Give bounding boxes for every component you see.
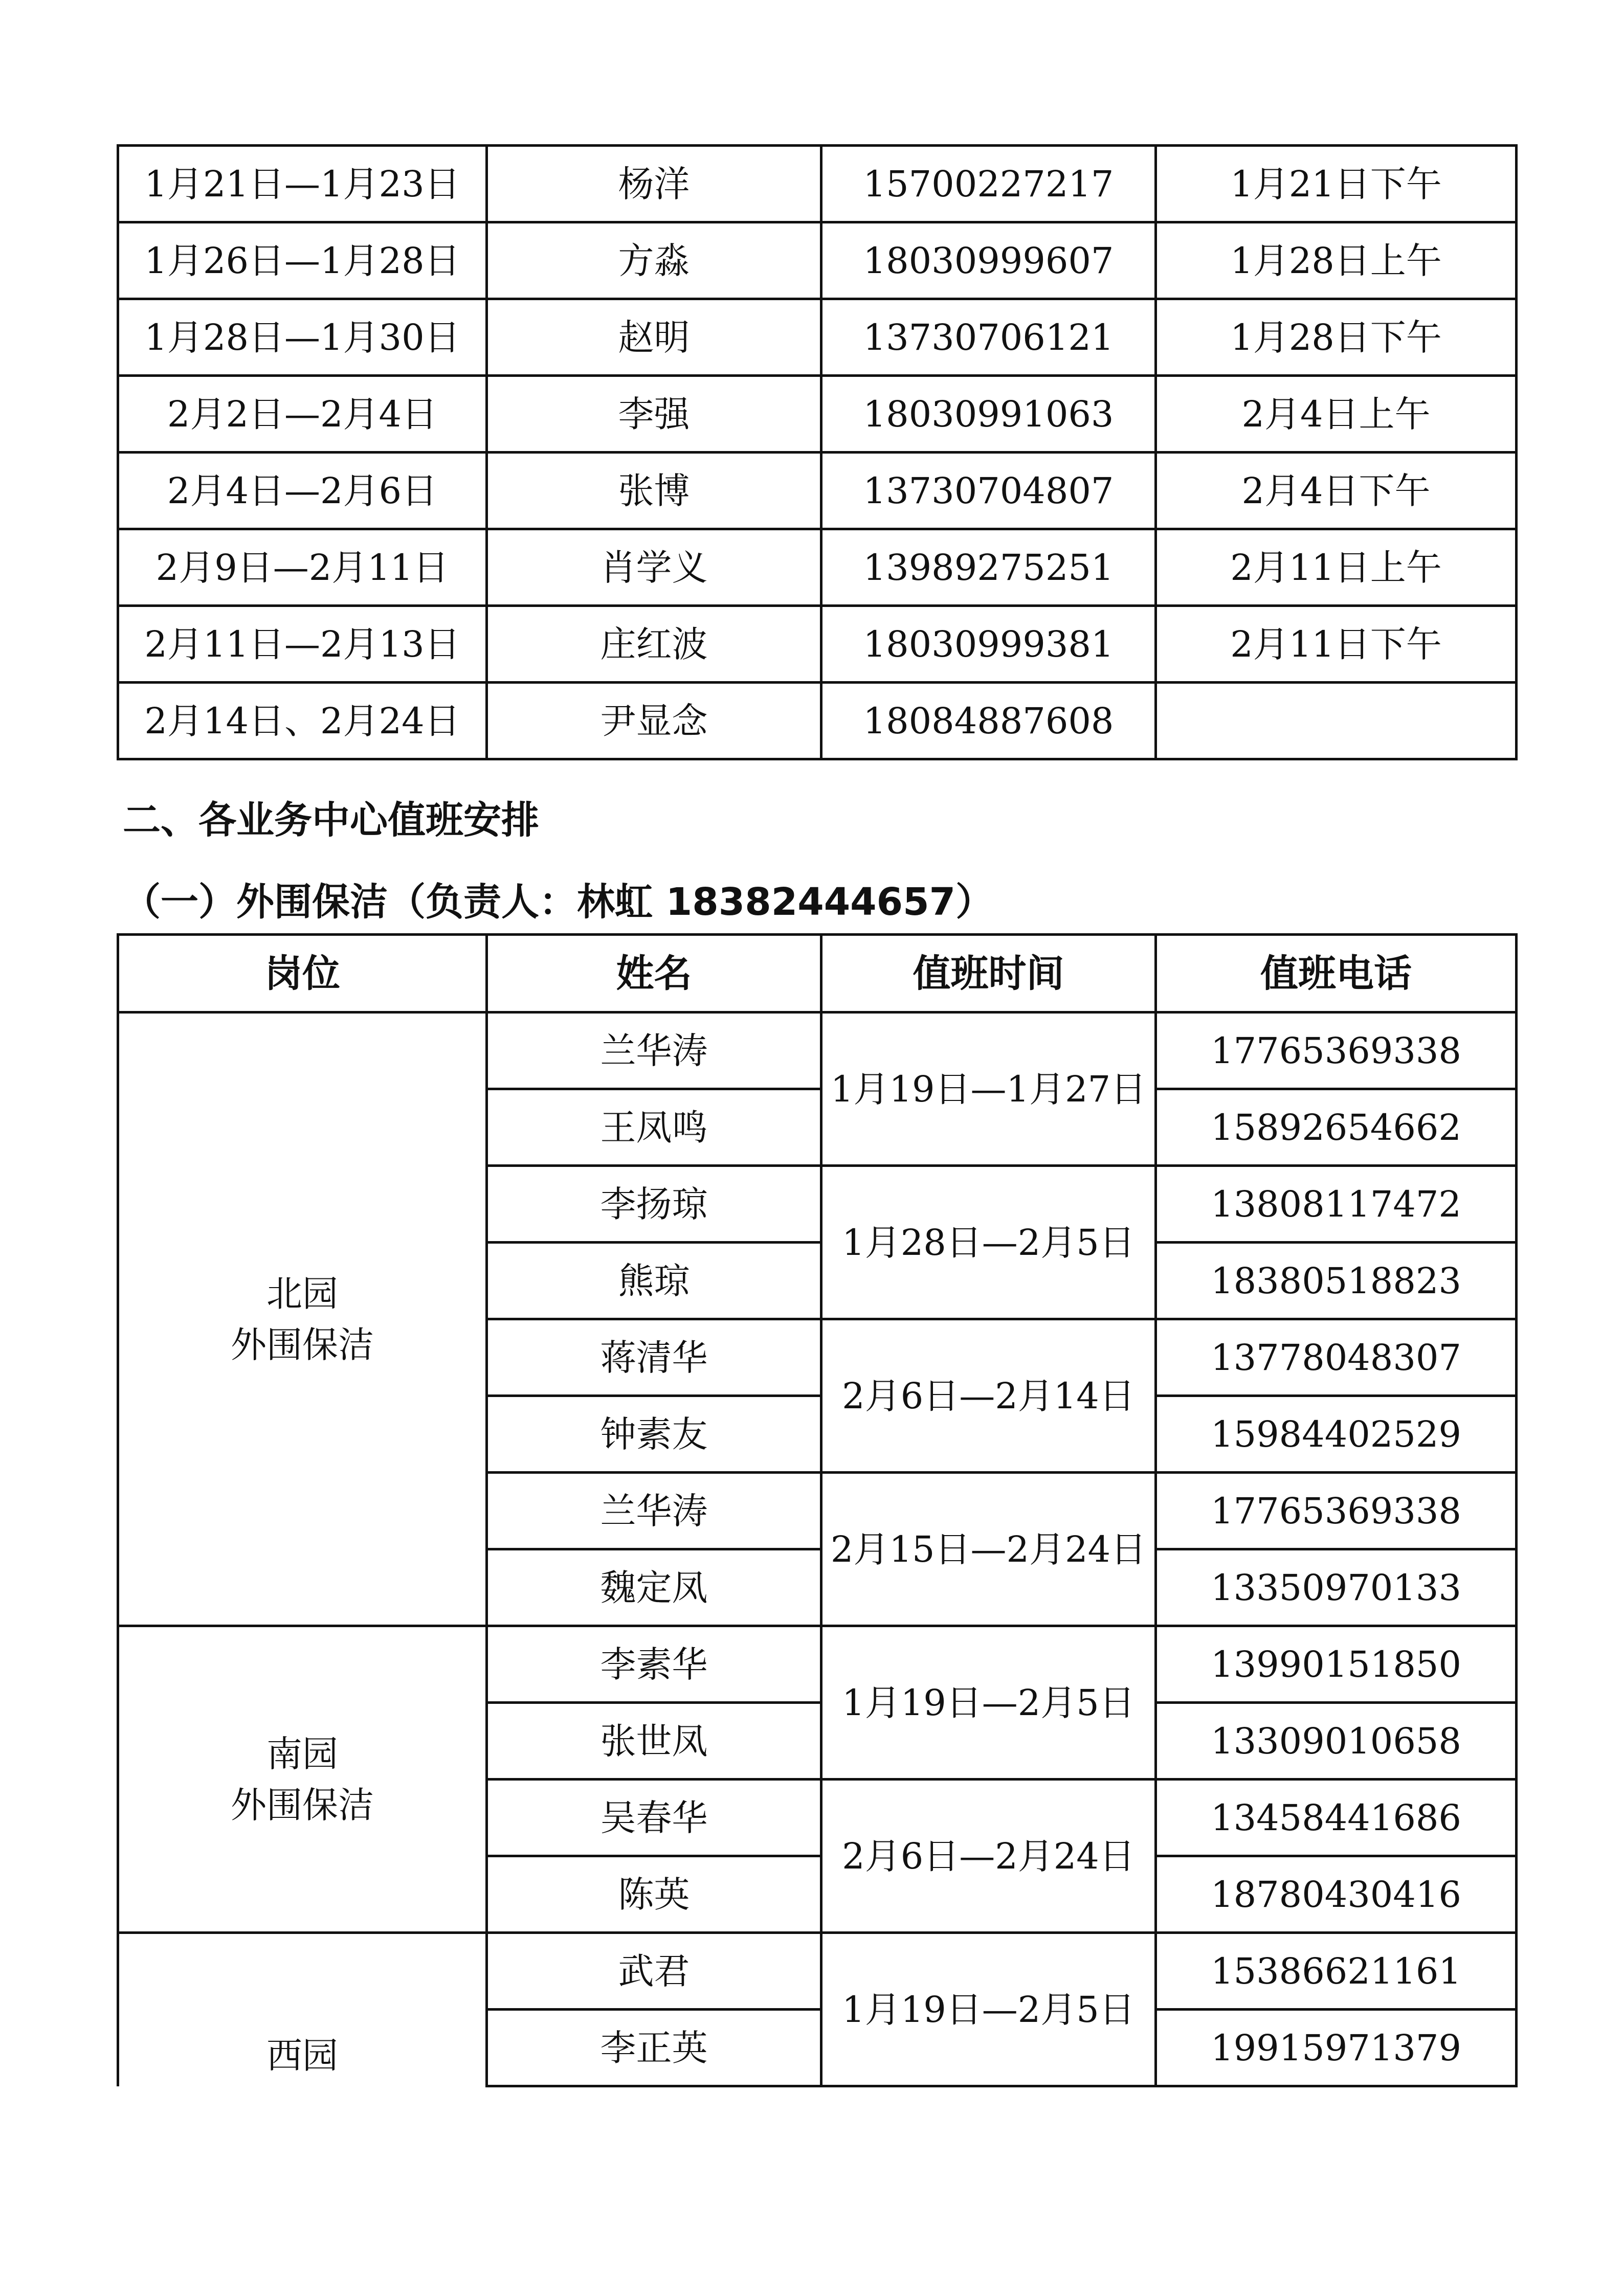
post-label: 外围保洁 <box>231 1323 374 1366</box>
name-cell: 武君 <box>487 1933 821 2010</box>
time-cell: 2月6日—2月24日 <box>821 1780 1156 1933</box>
name-cell: 王凤鸣 <box>487 1089 821 1166</box>
period-cell: 1月26日—1月28日 <box>118 222 487 299</box>
handover-cell: 2月4日下午 <box>1156 453 1517 529</box>
period-cell: 2月14日、2月24日 <box>118 683 487 759</box>
phone-cell: 15386621161 <box>1156 1933 1517 2010</box>
post-label: 西园 <box>266 2034 338 2077</box>
table-row <box>118 222 1517 299</box>
phone-cell: 18780430416 <box>1156 1856 1517 1933</box>
time-cell: 1月19日—2月5日 <box>821 1626 1156 1780</box>
time-cell: 2月6日—2月14日 <box>821 1319 1156 1473</box>
name-cell: 庄红波 <box>487 606 821 683</box>
name-cell: 杨洋 <box>487 146 821 222</box>
post-label: 外围保洁 <box>231 1784 374 1826</box>
name-cell: 陈英 <box>487 1856 821 1933</box>
period-cell: 2月2日—2月4日 <box>118 376 487 453</box>
phone-cell: 15700227217 <box>821 146 1156 222</box>
period-cell: 2月4日—2月6日 <box>118 453 487 529</box>
table-row <box>118 1012 1517 1089</box>
table-row <box>118 683 1517 759</box>
name-cell: 方淼 <box>487 222 821 299</box>
phone-cell: 13350970133 <box>1156 1549 1517 1626</box>
table-row <box>118 606 1517 683</box>
table-row <box>118 299 1517 376</box>
handover-cell: 1月21日下午 <box>1156 146 1517 222</box>
phone-cell: 18084887608 <box>821 683 1156 759</box>
phone-cell: 13989275251 <box>821 529 1156 606</box>
phone-cell: 18030999381 <box>821 606 1156 683</box>
duty-table-outer-cleaning <box>117 933 1518 2087</box>
period-cell: 2月9日—2月11日 <box>118 529 487 606</box>
table-row <box>118 1626 1517 1703</box>
handover-cell: 2月11日下午 <box>1156 606 1517 683</box>
post-cell-south <box>118 1626 487 1933</box>
post-label: 南园 <box>266 1732 338 1775</box>
phone-cell: 19915971379 <box>1156 2010 1517 2086</box>
section-heading: 二、各业务中心值班安排 <box>123 798 539 842</box>
phone-cell: 17765369338 <box>1156 1473 1517 1549</box>
phone-cell: 13778048307 <box>1156 1319 1517 1396</box>
handover-cell: 1月28日上午 <box>1156 222 1517 299</box>
period-cell: 1月21日—1月23日 <box>118 146 487 222</box>
name-cell: 兰华涛 <box>487 1012 821 1089</box>
column-header-name: 姓名 <box>487 935 821 1012</box>
handover-cell: 2月4日上午 <box>1156 376 1517 453</box>
period-cell: 2月11日—2月13日 <box>118 606 487 683</box>
table-row <box>118 529 1517 606</box>
time-cell: 1月19日—2月5日 <box>821 1933 1156 2086</box>
duty-table-top <box>117 144 1518 760</box>
phone-cell: 13730704807 <box>821 453 1156 529</box>
handover-cell <box>1156 683 1517 759</box>
column-header-phone: 值班电话 <box>1156 935 1517 1012</box>
name-cell: 李素华 <box>487 1626 821 1703</box>
time-cell: 2月15日—2月24日 <box>821 1473 1156 1626</box>
name-cell: 张博 <box>487 453 821 529</box>
phone-cell: 13808117472 <box>1156 1166 1517 1243</box>
column-header-post: 岗位 <box>118 935 487 1012</box>
phone-cell: 18030999607 <box>821 222 1156 299</box>
phone-cell: 15892654662 <box>1156 1089 1517 1166</box>
table-row <box>118 1933 1517 2010</box>
time-cell: 1月28日—2月5日 <box>821 1166 1156 1319</box>
phone-cell: 18030991063 <box>821 376 1156 453</box>
name-cell: 尹显念 <box>487 683 821 759</box>
handover-cell: 2月11日上午 <box>1156 529 1517 606</box>
table-header-row <box>118 935 1517 1012</box>
post-label: 北园 <box>266 1272 338 1315</box>
phone-cell: 13730706121 <box>821 299 1156 376</box>
column-header-time: 值班时间 <box>821 935 1156 1012</box>
table-row <box>118 376 1517 453</box>
phone-cell: 18380518823 <box>1156 1243 1517 1319</box>
name-cell: 张世凤 <box>487 1703 821 1780</box>
handover-cell: 1月28日下午 <box>1156 299 1517 376</box>
name-cell: 兰华涛 <box>487 1473 821 1549</box>
post-cell-north <box>118 1012 487 1626</box>
name-cell: 蒋清华 <box>487 1319 821 1396</box>
name-cell: 吴春华 <box>487 1780 821 1856</box>
time-cell: 1月19日—1月27日 <box>821 1012 1156 1166</box>
table-row <box>118 146 1517 222</box>
name-cell: 李扬琼 <box>487 1166 821 1243</box>
name-cell: 赵明 <box>487 299 821 376</box>
phone-cell: 13458441686 <box>1156 1780 1517 1856</box>
name-cell: 魏定凤 <box>487 1549 821 1626</box>
phone-cell: 15984402529 <box>1156 1396 1517 1473</box>
phone-cell: 17765369338 <box>1156 1012 1517 1089</box>
period-cell: 1月28日—1月30日 <box>118 299 487 376</box>
phone-cell: 13990151850 <box>1156 1626 1517 1703</box>
table-row <box>118 453 1517 529</box>
sub-heading: （一）外围保洁（负责人：林虹 18382444657） <box>123 880 994 924</box>
name-cell: 熊琼 <box>487 1243 821 1319</box>
name-cell: 李强 <box>487 376 821 453</box>
name-cell: 钟素友 <box>487 1396 821 1473</box>
phone-cell: 13309010658 <box>1156 1703 1517 1780</box>
name-cell: 李正英 <box>487 2010 821 2086</box>
post-cell-west <box>118 1933 487 2086</box>
name-cell: 肖学义 <box>487 529 821 606</box>
